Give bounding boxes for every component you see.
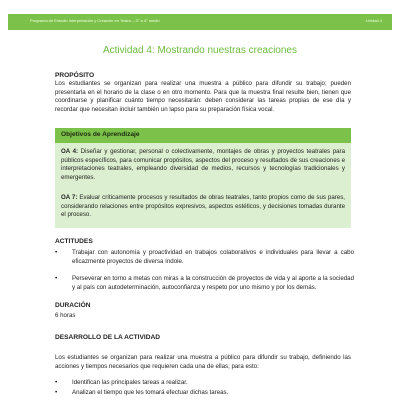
oa7-text: Evaluar críticamente procesos y resultados de obras teatrales, tanto propios como de sus pares, considerando relaciones entre propósitos expresivos, aspectos estéticos, y decisiones tomadas durante el proceso. [61,194,346,219]
bullet-marker: • [55,389,58,396]
actitudes-heading: ACTITUDES [55,238,93,245]
duracion-heading: DURACIÓN [55,302,91,309]
oa4-paragraph [61,148,345,183]
objetivos-heading: Objetivos de Aprendizaje [61,131,140,138]
oa4-code: OA 4: [61,148,79,155]
desarrollo-text: Los estudiantes se organizan para realizar una muestra a público para difundir su trabajo, definiendo las acciones y tiempos necesarios que requieren cada una de ellas; para esto: [55,354,351,370]
proposito-heading: PROPÓSITO [55,72,95,79]
proposito-text: Los estudiantes se organizan para realizar una muestra a público para difundir su trabajo; pueden presentarla en el horario de la clase o en otro momento. Para que la muestra final resulte bien, tienen que coordinarse y planificar cuánto tiempo necesitarán: deben considerar las tareas propias de ese día y recordar que necesitan incluir también un lapso para su preparación física vocal. [55,80,351,114]
unit-label: Unidad 4 [365,18,382,23]
desarrollo-item: Analizan el tiempo que les tomará efectuar dichas tareas. [72,389,229,396]
actitud-item: Trabajar con autonomía y proactividad en trabajos colaborativos e individuales para llevar a cabo eficazmente proyectos de diversa índole. [72,249,354,265]
header-band [8,14,392,30]
actitud-item: Perseverar en torno a metas con miras a la construcción de proyectos de vida y al aporte a la sociedad y al país con autodeterminación, autoconfianza y respeto por uno mismo y por los demás. [72,275,354,291]
desarrollo-heading: DESARROLLO DE LA ACTIVIDAD [55,334,161,341]
bullet-marker: • [55,275,58,282]
bullet-marker: • [55,379,58,386]
desarrollo-item: Identifican las principales tareas a realizar. [72,379,188,386]
objetivos-box [55,128,351,228]
program-title: Programa de Estudio Interpretación y Creación en Teatro – 3° a 4° medio [30,18,160,23]
bullet-marker: • [55,249,58,256]
oa4-text: Diseñar y gestionar, personal o colectivamente, montajes de obras y proyectos teatrales para públicos específicos, para comunicar propósitos, aspectos del proceso y resultados de sus creaciones e interpretaciones teatrales, empleando diversidad de medios, recursos y tecnologías tradicionales y emergentes. [61,148,345,182]
oa7-code: OA 7: [61,194,78,201]
activity-title: Actividad 4: Mostrando nuestras creaciones [103,45,297,56]
duracion-value: 6 horas [55,312,76,319]
objetivos-header [55,128,351,143]
oa7-paragraph [61,194,345,220]
